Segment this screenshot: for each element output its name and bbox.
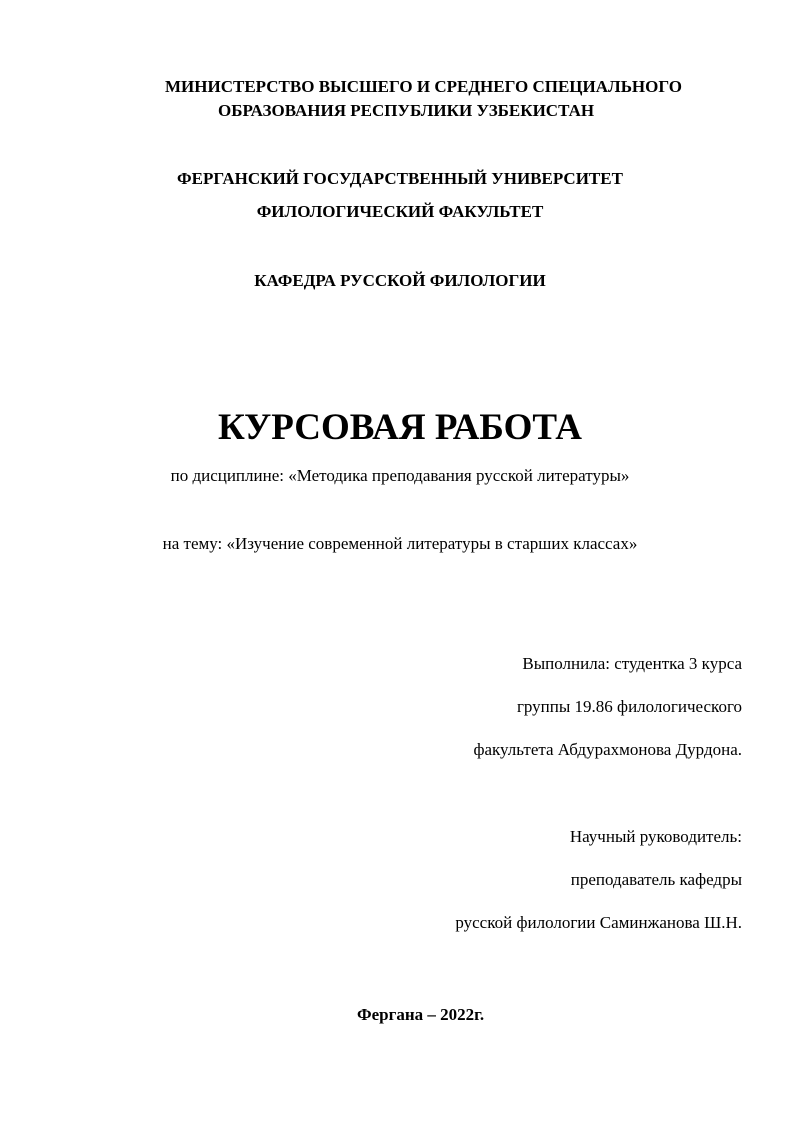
author-line-1: Выполнила: студентка 3 курса xyxy=(522,654,742,673)
supervisor-line-1: Научный руководитель: xyxy=(569,827,742,846)
supervisor-line-3: русской филологии Саминжанова Ш.Н. xyxy=(455,913,742,932)
author-line-2: группы 19.86 филологического xyxy=(516,697,742,716)
ministry-line-1: МИНИСТЕРСТВО ВЫСШЕГО И СРЕДНЕГО СПЕЦИАЛЬНОГО xyxy=(165,77,682,96)
author-line-3: факультета Абдурахмонова Дурдона. xyxy=(473,740,742,759)
ministry-line-2: ОБРАЗОВАНИЯ РЕСПУБЛИКИ УЗБЕКИСТАН xyxy=(218,101,595,120)
faculty-name: ФИЛОЛОГИЧЕСКИЙ ФАКУЛЬТЕТ xyxy=(256,202,544,221)
document-title: КУРСОВАЯ РАБОТА xyxy=(218,407,582,448)
university-name: ФЕРГАНСКИЙ ГОСУДАРСТВЕННЫЙ УНИВЕРСИТЕТ xyxy=(177,169,623,188)
supervisor-line-2: преподаватель кафедры xyxy=(570,870,742,889)
topic-line: на тему: «Изучение современной литературы в старших классах» xyxy=(162,534,638,553)
city-year: Фергана – 2022г. xyxy=(357,1005,485,1024)
department-name: КАФЕДРА РУССКОЙ ФИЛОЛОГИИ xyxy=(254,271,546,290)
discipline-line: по дисциплине: «Методика преподавания русской литературы» xyxy=(170,466,630,485)
